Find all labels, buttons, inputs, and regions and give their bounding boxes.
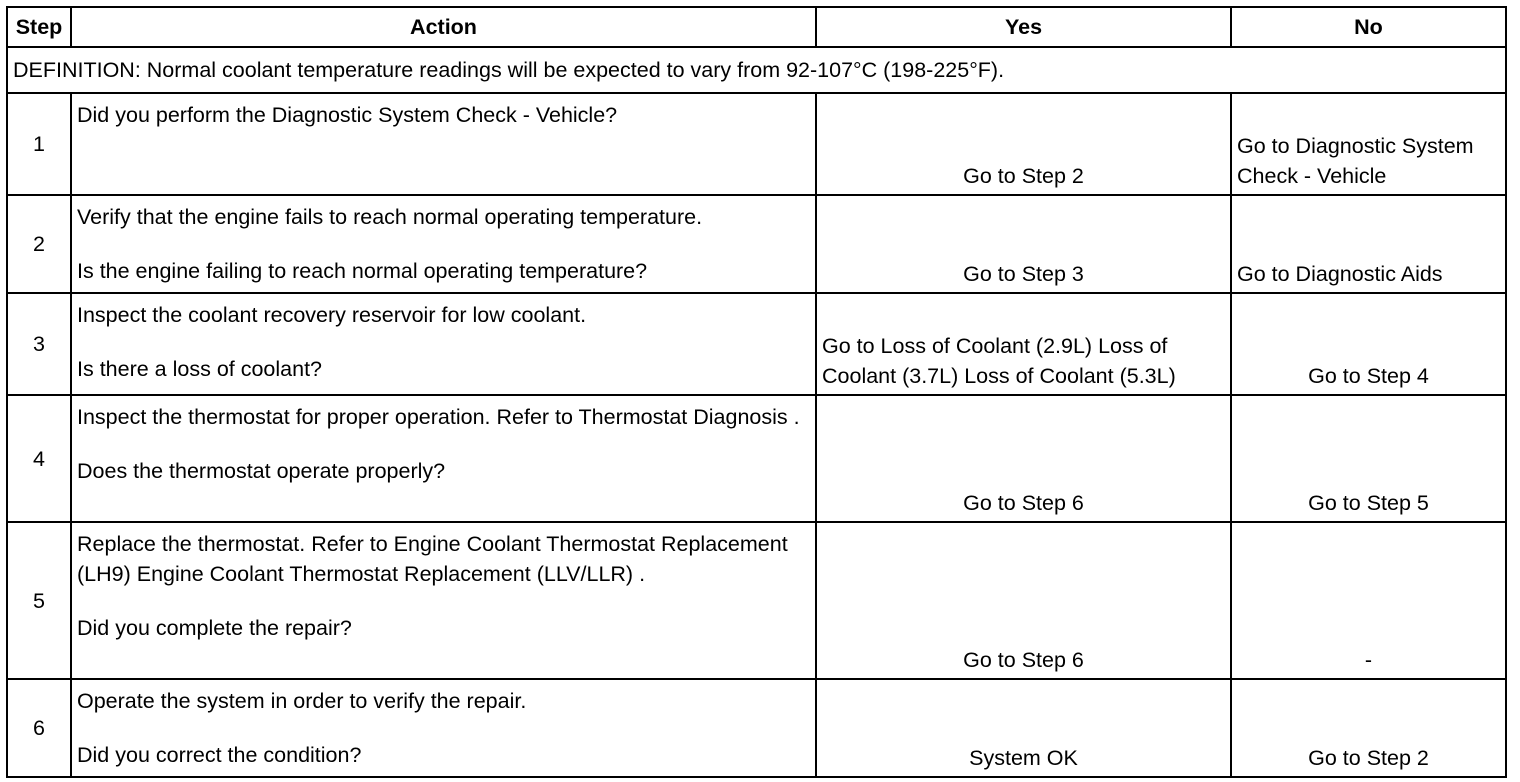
table-row [7, 93, 1506, 195]
header-action: Action [71, 7, 816, 47]
step-number: 2 [7, 195, 71, 293]
diagnostic-table [6, 6, 1507, 778]
action-cell [71, 93, 816, 195]
action-cell [71, 679, 816, 777]
yes-cell: Go to Step 6 [816, 395, 1231, 522]
header-step: Step [7, 7, 71, 47]
no-cell: Go to Step 2 [1231, 679, 1506, 777]
action-text: Operate the system in order to verify the repair. [77, 689, 527, 713]
table-row [7, 195, 1506, 293]
action-cell [71, 293, 816, 395]
action-text: Replace the thermostat. Refer to Engine Coolant Thermostat Replacement (LH9) Engine Coolant Thermostat Replacement (LLV/LLR) . [77, 532, 788, 586]
action-question: Did you correct the condition? [77, 743, 362, 767]
action-text: Inspect the thermostat for proper operation. Refer to Thermostat Diagnosis . [77, 405, 800, 429]
yes-cell: Go to Step 3 [816, 195, 1231, 293]
yes-cell: System OK [816, 679, 1231, 777]
header-row [7, 7, 1506, 47]
step-number: 1 [7, 93, 71, 195]
yes-cell: Go to Step 2 [816, 93, 1231, 195]
action-question: Did you complete the repair? [77, 616, 352, 640]
action-text: Verify that the engine fails to reach normal operating temperature. [77, 205, 703, 229]
step-number: 6 [7, 679, 71, 777]
step-number: 5 [7, 522, 71, 679]
header-no: No [1231, 7, 1506, 47]
definition-row [7, 47, 1506, 93]
yes-cell: Go to Loss of Coolant (2.9L) Loss of Coolant (3.7L) Loss of Coolant (5.3L) [816, 293, 1231, 395]
step-number: 4 [7, 395, 71, 522]
no-cell: Go to Step 4 [1231, 293, 1506, 395]
action-cell [71, 195, 816, 293]
no-cell: Go to Diagnostic System Check - Vehicle [1231, 93, 1506, 195]
action-cell [71, 522, 816, 679]
action-text: Did you perform the Diagnostic System Check - Vehicle? [77, 103, 618, 127]
header-yes: Yes [816, 7, 1231, 47]
step-number: 3 [7, 293, 71, 395]
action-question: Is there a loss of coolant? [77, 357, 323, 381]
action-question: Does the thermostat operate properly? [77, 459, 446, 483]
definition-text: DEFINITION: Normal coolant temperature readings will be expected to vary from 92-107°C (198-225°F). [7, 47, 1506, 93]
action-cell [71, 395, 816, 522]
table-row [7, 522, 1506, 679]
table-row [7, 679, 1506, 777]
yes-cell: Go to Step 6 [816, 522, 1231, 679]
table-row [7, 293, 1506, 395]
table-row [7, 395, 1506, 522]
no-cell: Go to Diagnostic Aids [1231, 195, 1506, 293]
no-cell: - [1231, 522, 1506, 679]
action-question: Is the engine failing to reach normal operating temperature? [77, 259, 648, 283]
no-cell: Go to Step 5 [1231, 395, 1506, 522]
action-text: Inspect the coolant recovery reservoir for low coolant. [77, 303, 587, 327]
